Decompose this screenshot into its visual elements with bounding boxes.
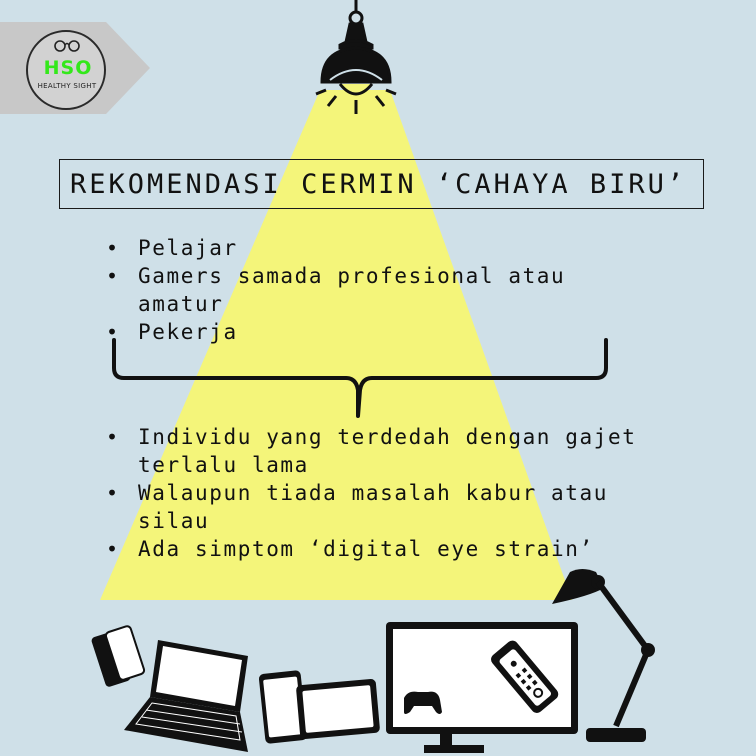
smartphones-icon bbox=[91, 625, 145, 688]
laptop-icon bbox=[124, 640, 248, 752]
logo-name: HEALTHY SIGHT bbox=[37, 82, 97, 90]
group-bottom-list bbox=[106, 423, 666, 563]
list-item: • Individu yang terdedah dengan gajet terlalu lama bbox=[106, 423, 666, 479]
page-title: REKOMENDASI CERMIN ‘CAHAYA BIRU’ bbox=[70, 168, 687, 200]
list-item: • Gamers samada profesional atau amatur bbox=[106, 262, 606, 318]
list-item: • Pelajar bbox=[106, 234, 606, 262]
title-box bbox=[59, 159, 704, 209]
glasses-icon bbox=[52, 38, 82, 52]
list-item: • Pekerja bbox=[106, 318, 606, 346]
list-item: • Ada simptom ‘digital eye strain’ bbox=[106, 535, 666, 563]
tablets-icon bbox=[258, 670, 380, 744]
group-top-list bbox=[106, 234, 606, 346]
list-item: • Walaupun tiada masalah kabur atau silau bbox=[106, 479, 666, 535]
logo-monogram: HSO bbox=[43, 57, 93, 79]
